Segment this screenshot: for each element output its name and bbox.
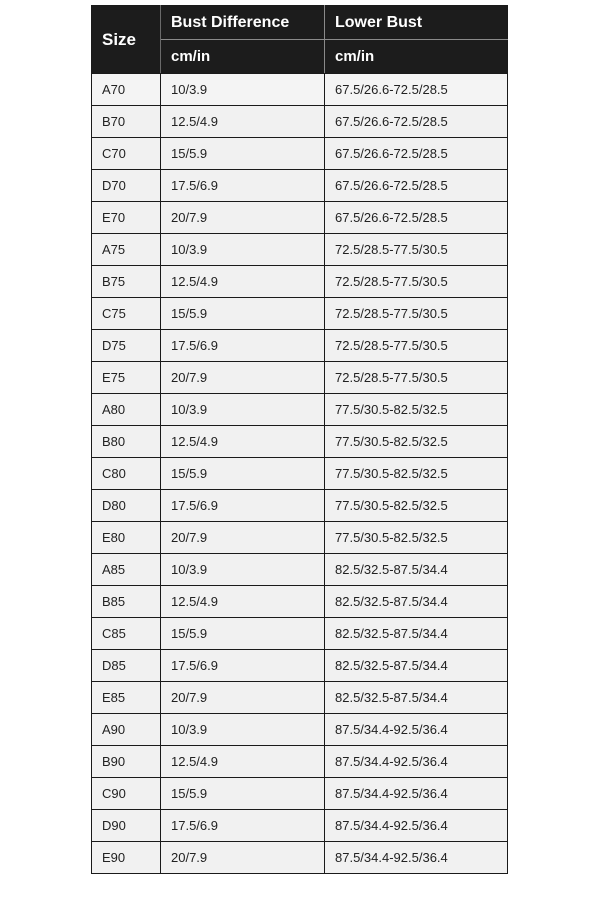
size-cell: A85 — [92, 554, 161, 586]
table-row — [92, 74, 508, 106]
lower-bust-cell: 87.5/34.4-92.5/36.4 — [325, 714, 508, 746]
table-row — [92, 618, 508, 650]
lower-bust-cell: 67.5/26.6-72.5/28.5 — [325, 138, 508, 170]
table-row — [92, 554, 508, 586]
lower-bust-cell: 82.5/32.5-87.5/34.4 — [325, 650, 508, 682]
table-row — [92, 522, 508, 554]
bust-difference-cell: 15/5.9 — [161, 618, 325, 650]
lower-bust-cell: 67.5/26.6-72.5/28.5 — [325, 106, 508, 138]
table-row — [92, 586, 508, 618]
table-row — [92, 650, 508, 682]
lower-bust-cell: 77.5/30.5-82.5/32.5 — [325, 458, 508, 490]
size-cell: A80 — [92, 394, 161, 426]
lower-bust-cell: 82.5/32.5-87.5/34.4 — [325, 586, 508, 618]
bust-difference-cell: 17.5/6.9 — [161, 650, 325, 682]
lower-bust-cell: 67.5/26.6-72.5/28.5 — [325, 170, 508, 202]
table-body — [92, 74, 508, 874]
size-cell: C75 — [92, 298, 161, 330]
size-cell: A75 — [92, 234, 161, 266]
lower-bust-column-header: Lower Bust — [325, 6, 508, 40]
bust-difference-cell: 17.5/6.9 — [161, 170, 325, 202]
lower-bust-cell: 72.5/28.5-77.5/30.5 — [325, 234, 508, 266]
size-cell: D75 — [92, 330, 161, 362]
table-row — [92, 202, 508, 234]
table-row — [92, 746, 508, 778]
lower-bust-cell: 87.5/34.4-92.5/36.4 — [325, 810, 508, 842]
bust-difference-cell: 20/7.9 — [161, 362, 325, 394]
size-cell: E90 — [92, 842, 161, 874]
bust-difference-cell: 12.5/4.9 — [161, 106, 325, 138]
bust-difference-cell: 12.5/4.9 — [161, 746, 325, 778]
lower-bust-cell: 87.5/34.4-92.5/36.4 — [325, 778, 508, 810]
size-cell: A90 — [92, 714, 161, 746]
lower-bust-cell: 77.5/30.5-82.5/32.5 — [325, 426, 508, 458]
bust-difference-cell: 10/3.9 — [161, 714, 325, 746]
lower-bust-unit-header: cm/in — [325, 40, 508, 74]
lower-bust-cell: 67.5/26.6-72.5/28.5 — [325, 202, 508, 234]
lower-bust-cell: 82.5/32.5-87.5/34.4 — [325, 682, 508, 714]
table-row — [92, 682, 508, 714]
table-row — [92, 778, 508, 810]
size-cell: E85 — [92, 682, 161, 714]
bust-difference-cell: 10/3.9 — [161, 74, 325, 106]
table-row — [92, 362, 508, 394]
table-row — [92, 810, 508, 842]
table-header — [92, 6, 508, 74]
bust-difference-cell: 12.5/4.9 — [161, 586, 325, 618]
table-row — [92, 458, 508, 490]
size-column-header: Size — [92, 6, 161, 74]
size-cell: C90 — [92, 778, 161, 810]
size-cell: D80 — [92, 490, 161, 522]
bust-difference-cell: 15/5.9 — [161, 298, 325, 330]
table-row — [92, 170, 508, 202]
table-row — [92, 298, 508, 330]
size-cell: E80 — [92, 522, 161, 554]
lower-bust-cell: 72.5/28.5-77.5/30.5 — [325, 330, 508, 362]
lower-bust-cell: 77.5/30.5-82.5/32.5 — [325, 394, 508, 426]
size-cell: D85 — [92, 650, 161, 682]
size-cell: B85 — [92, 586, 161, 618]
bust-difference-cell: 15/5.9 — [161, 778, 325, 810]
bust-difference-cell: 15/5.9 — [161, 138, 325, 170]
bust-difference-cell: 20/7.9 — [161, 842, 325, 874]
size-cell: C85 — [92, 618, 161, 650]
bust-difference-cell: 17.5/6.9 — [161, 330, 325, 362]
lower-bust-cell: 72.5/28.5-77.5/30.5 — [325, 298, 508, 330]
bust-difference-cell: 10/3.9 — [161, 554, 325, 586]
lower-bust-cell: 82.5/32.5-87.5/34.4 — [325, 554, 508, 586]
bust-difference-column-header: Bust Difference — [161, 6, 325, 40]
lower-bust-cell: 87.5/34.4-92.5/36.4 — [325, 842, 508, 874]
bust-difference-cell: 17.5/6.9 — [161, 490, 325, 522]
size-cell: E75 — [92, 362, 161, 394]
size-cell: D70 — [92, 170, 161, 202]
header-row — [92, 6, 508, 40]
table-row — [92, 426, 508, 458]
lower-bust-cell: 67.5/26.6-72.5/28.5 — [325, 74, 508, 106]
bust-difference-unit-header: cm/in — [161, 40, 325, 74]
bust-difference-cell: 15/5.9 — [161, 458, 325, 490]
size-cell: B90 — [92, 746, 161, 778]
table-row — [92, 714, 508, 746]
lower-bust-cell: 87.5/34.4-92.5/36.4 — [325, 746, 508, 778]
bust-difference-cell: 20/7.9 — [161, 202, 325, 234]
lower-bust-cell: 72.5/28.5-77.5/30.5 — [325, 362, 508, 394]
size-cell: B80 — [92, 426, 161, 458]
size-chart-table — [91, 5, 508, 874]
table-row — [92, 234, 508, 266]
size-cell: A70 — [92, 74, 161, 106]
size-cell: B70 — [92, 106, 161, 138]
table-row — [92, 266, 508, 298]
bust-difference-cell: 10/3.9 — [161, 394, 325, 426]
bust-difference-cell: 20/7.9 — [161, 522, 325, 554]
bust-difference-cell: 17.5/6.9 — [161, 810, 325, 842]
size-cell: C70 — [92, 138, 161, 170]
lower-bust-cell: 72.5/28.5-77.5/30.5 — [325, 266, 508, 298]
table-row — [92, 490, 508, 522]
table-row — [92, 330, 508, 362]
table-row — [92, 138, 508, 170]
size-cell: E70 — [92, 202, 161, 234]
size-cell: C80 — [92, 458, 161, 490]
size-cell: B75 — [92, 266, 161, 298]
bust-difference-cell: 12.5/4.9 — [161, 426, 325, 458]
lower-bust-cell: 82.5/32.5-87.5/34.4 — [325, 618, 508, 650]
lower-bust-cell: 77.5/30.5-82.5/32.5 — [325, 522, 508, 554]
table-row — [92, 842, 508, 874]
bust-difference-cell: 12.5/4.9 — [161, 266, 325, 298]
size-cell: D90 — [92, 810, 161, 842]
bust-difference-cell: 20/7.9 — [161, 682, 325, 714]
lower-bust-cell: 77.5/30.5-82.5/32.5 — [325, 490, 508, 522]
bust-difference-cell: 10/3.9 — [161, 234, 325, 266]
table-row — [92, 106, 508, 138]
table-row — [92, 394, 508, 426]
